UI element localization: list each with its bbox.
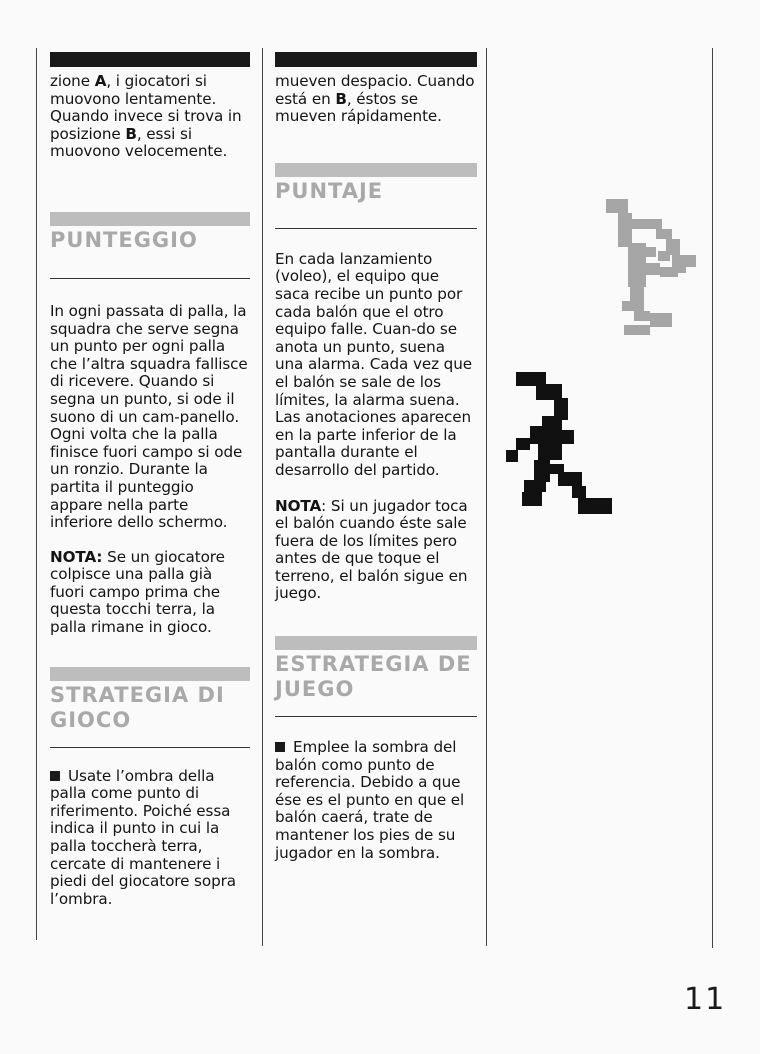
gray-sprite-illustration [600, 195, 710, 345]
heading-bar [275, 636, 477, 650]
top-bar [50, 52, 250, 67]
sprite-pixel [646, 247, 656, 257]
heading-bar [50, 667, 250, 681]
italian-note: NOTA: Se un giocatore colpisce una palla già fuori campo prima che questa tocchi terra, la palla rimane in gioco. [50, 547, 225, 637]
spanish-strategy-text: Emplee la sombra del balón como punto de referencia. Debido a que ése es el punto en que el balón caerá, trate de mantener los pies de su jugador en la sombra. [275, 738, 465, 862]
italian-scoring-text: In ogni passata di palla, la squadra che serve segna un punto per ogni palla che l’altra squadra fallisce di ricevere. Quando si segna un punto, si ode il suono di un cam-panello. Ogni volta che la palla finisce fuori campo si ode un ronzio. Durante la partita il punteggio appare nella parte inferiore dello schermo. [50, 301, 248, 532]
sprite-pixel [578, 498, 612, 514]
sprite-pixel [624, 325, 650, 335]
italian-intro-text: zione A, i giocatori si muovono lentamente. Quando invece si trova in posizione B, essi si muovono velocemente. [50, 72, 242, 161]
sprite-pixel [522, 492, 542, 506]
sprite-pixel [548, 430, 574, 444]
sprite-pixel [632, 219, 662, 229]
column-rule-4 [712, 48, 713, 948]
sprite-pixel [658, 251, 670, 261]
spanish-note: NOTA: Si un jugador toca el balón cuando éste sale fuera de los límites pero antes de que toque el terreno, el balón sigue en juego. [275, 496, 468, 603]
black-sprite-pixels [506, 372, 612, 514]
heading-bar [275, 163, 477, 177]
sprite-pixel [622, 301, 644, 311]
italian-strategy-text: Usate l’ombra della palla come punto di riferimento. Poiché essa indica il punto in cui la palla toccherà terra, cercate di mantenere i piedi del giocatore sopra l’ombra. [50, 766, 236, 908]
sprite-pixel [572, 486, 586, 498]
spanish-scoring-heading: PUNTAJE [275, 178, 384, 203]
sprite-pixel [650, 313, 672, 327]
sprite-pixel [618, 213, 632, 247]
sprite-pixel [516, 438, 530, 450]
sprite-pixel [530, 426, 550, 444]
sprite-pixel [674, 261, 686, 273]
sprite-pixel [628, 243, 646, 287]
spanish-strategy-heading: ESTRATEGIA DE JUEGO [275, 652, 472, 702]
column-rule-3 [486, 48, 487, 946]
sprite-pixel [606, 199, 628, 213]
italian-strategy-heading: STRATEGIA DI GIOCO [50, 682, 225, 732]
column-rule-1 [36, 48, 37, 940]
sprite-pixel [558, 472, 582, 486]
sprite-pixel [536, 384, 562, 400]
sprite-pixel [524, 480, 546, 492]
heading-bar [50, 212, 250, 226]
column-rule-2 [262, 48, 263, 946]
spanish-column [275, 52, 477, 862]
sprite-pixel [634, 311, 650, 321]
sprite-pixel [656, 229, 672, 239]
black-sprite-illustration [500, 368, 620, 518]
sprite-pixel [516, 372, 546, 386]
gray-sprite-pixels [606, 199, 696, 335]
sprite-pixel [630, 287, 644, 301]
sprite-pixel [646, 263, 660, 275]
spanish-intro-text: mueven despacio. Cuando está en B, éstos se mueven rápidamente. [275, 72, 475, 126]
sprite-pixel [538, 444, 562, 460]
sprite-pixel [506, 450, 518, 462]
italian-column [50, 52, 250, 908]
sprite-pixel [534, 460, 550, 482]
italian-scoring-heading: PUNTEGGIO [50, 227, 198, 252]
bullet-square-icon [50, 771, 60, 781]
top-bar [275, 52, 477, 67]
bullet-square-icon [275, 742, 285, 752]
page-number: 11 [684, 982, 727, 1017]
spanish-scoring-text: En cada lanzamiento (voleo), el equipo que saca recibe un punto por cada balón que el otro equipo falle. Cuan-do se anota un punto, suena una alarma. Cada vez que el balón se sale de los límites, la alarma suena. Las anotaciones aparecen en la parte inferior de la pantalla durante el desarrollo del partido. [275, 249, 472, 479]
